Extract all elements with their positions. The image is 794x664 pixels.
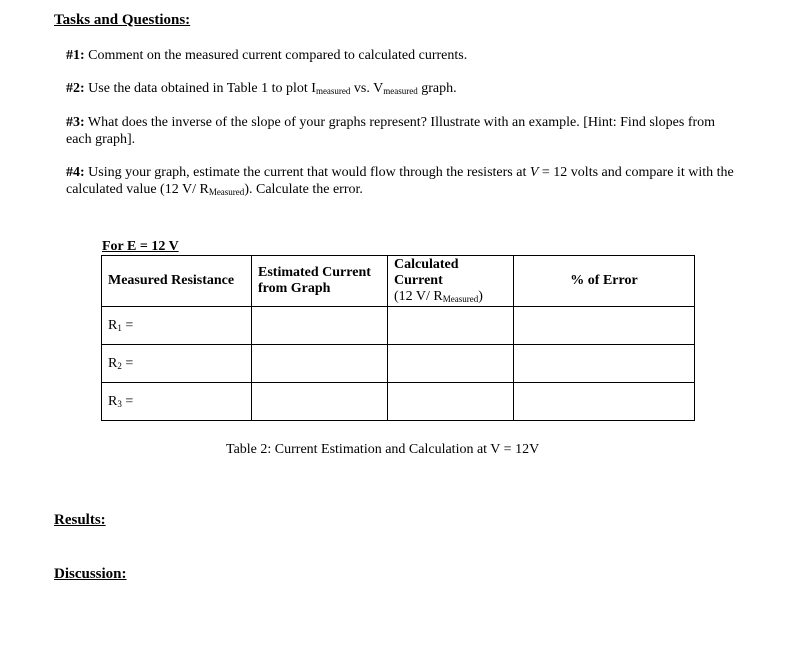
row-2-calculated-cell[interactable]	[388, 345, 514, 383]
table-condition: For E = 12 V	[102, 239, 179, 254]
question-4-number: #4:	[66, 165, 85, 180]
tasks-heading: Tasks and Questions:	[54, 12, 191, 28]
row-1-calculated-cell[interactable]	[388, 307, 514, 345]
row-2-label: R	[108, 355, 118, 371]
question-4-sub: Measured	[208, 187, 245, 197]
row-1-eq: =	[121, 317, 134, 333]
table-row	[102, 307, 695, 345]
formula-pre: (12 V/ R	[394, 289, 443, 304]
row-3-calculated-cell[interactable]	[388, 383, 514, 421]
row-3-estimated-cell[interactable]	[252, 383, 388, 421]
results-table	[101, 255, 695, 421]
question-2-text-post: graph.	[417, 81, 457, 96]
question-4-text-pre: Using your graph, estimate the current that would flow through the resisters at	[84, 165, 530, 180]
row-2-estimated-cell[interactable]	[252, 345, 388, 383]
question-2-number: #2:	[66, 81, 85, 96]
header-measured-resistance: Measured Resistance	[102, 256, 252, 307]
row-1-label: R	[108, 317, 118, 333]
question-4-variable: V	[529, 165, 539, 180]
table-caption: Table 2: Current Estimation and Calculation at V = 12V	[226, 442, 540, 457]
question-2-text-pre: Use the data obtained in Table 1 to plot I	[84, 81, 316, 96]
row-3-label: R	[108, 393, 118, 409]
formula-post: )	[478, 289, 483, 304]
header-calculated-current-label: Calculated Current	[394, 257, 459, 288]
row-3-resistance	[102, 383, 252, 421]
header-calculated-formula	[394, 289, 507, 305]
question-2-sub-1: measured	[315, 86, 351, 96]
question-3-number: #3:	[66, 115, 85, 130]
row-1-estimated-cell[interactable]	[252, 307, 388, 345]
question-4	[66, 164, 736, 201]
question-2	[66, 80, 736, 100]
question-2-sub-2: measured	[383, 86, 418, 96]
table-header-row	[102, 256, 695, 307]
question-2-text-mid: vs. V	[350, 81, 384, 96]
row-2-eq: =	[121, 355, 134, 371]
question-1-number: #1:	[66, 48, 85, 63]
question-1-text: Comment on the measured current compared to calculated currents.	[84, 48, 468, 63]
table-row	[102, 383, 695, 421]
row-2-sub: 2	[117, 360, 122, 371]
row-3-eq: =	[121, 393, 134, 409]
question-3	[66, 114, 736, 148]
row-2-error-cell[interactable]	[514, 345, 695, 383]
question-3-text: What does the inverse of the slope of your graphs represent? Illustrate with an example. [Hint: Find slopes from each graph].	[66, 115, 716, 147]
row-2-resistance	[102, 345, 252, 383]
row-1-sub: 1	[117, 322, 122, 333]
question-4-text-post: ). Calculate the error.	[244, 182, 363, 197]
header-percent-error: % of Error	[514, 256, 695, 307]
header-estimated-current: Estimated Current from Graph	[252, 256, 388, 307]
row-1-resistance	[102, 307, 252, 345]
question-1	[66, 47, 736, 64]
row-3-error-cell[interactable]	[514, 383, 695, 421]
results-heading: Results:	[54, 512, 106, 528]
header-calculated-current	[388, 256, 514, 307]
formula-sub: Measured	[442, 294, 479, 304]
question-4-text-mid: = 12 volts and compare it with the calculated value (12 V/ R	[66, 165, 734, 197]
table-row	[102, 345, 695, 383]
row-1-error-cell[interactable]	[514, 307, 695, 345]
row-3-sub: 3	[117, 398, 122, 409]
discussion-heading: Discussion:	[54, 566, 127, 582]
